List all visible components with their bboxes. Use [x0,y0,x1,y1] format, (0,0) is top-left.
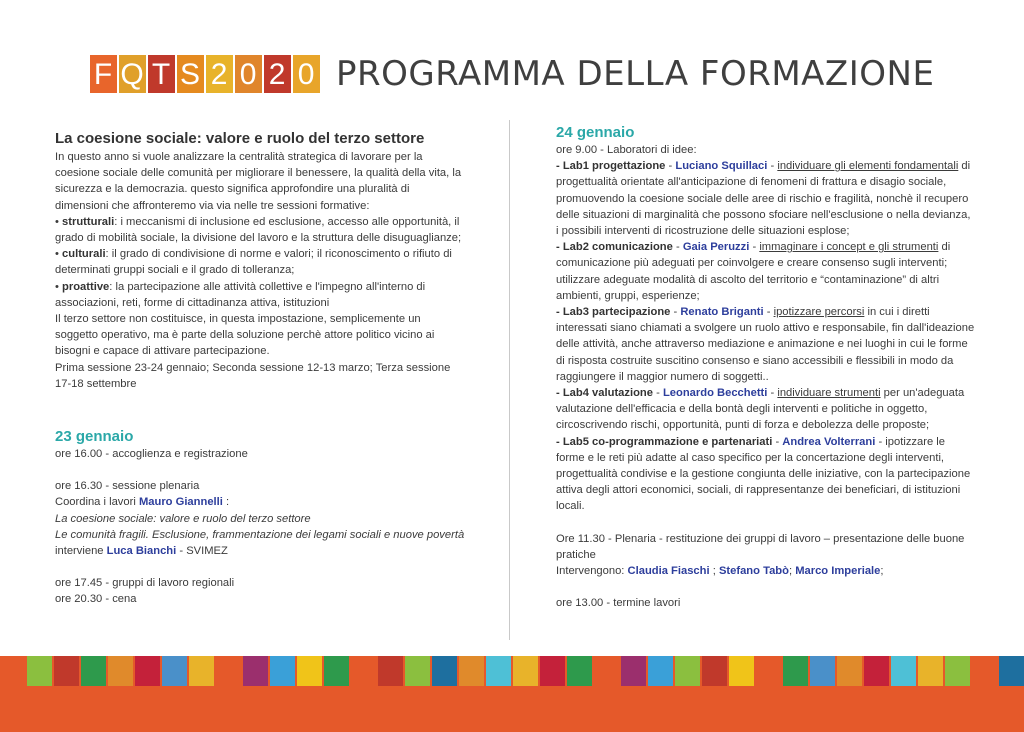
lab-description: ipotizzare le forme e le reti più adatte al caso specifico per la concertazione degli interventi, progettualità condivise e la gestione congiunta delle iniziative, con la partecipazione attiva degli attori economici, sociali, di rappresentanze dei beneficiari, di istituzioni locali. [556,435,971,513]
footer-tile [351,656,376,686]
footer-tile [324,656,349,686]
separator: - [665,160,676,173]
intro-text: In questo anno si vuole analizzare la centralità strategica di lavorare per la coesione sociale delle comunità per migliorare il benessere, la qualità della vita, la sicurezza e la democrazia. questo significa approfondire una pluralità di dimensioni che affronteremo via via nelle tre sessioni formative: [55,151,462,212]
bullet-term: proattive [62,280,110,293]
person-name: Claudia Fiaschi [627,565,710,578]
footer-tile [108,656,133,686]
speakers-line [556,563,976,579]
bullet-proattive: • proattive: la partecipazione alle attività collettive e l'impegno all'interno di associazioni, reti, forme di cittadinanza attiva, istituzioni [55,280,426,309]
footer-tile [999,656,1024,686]
footer-tile [27,656,52,686]
lab-description: di comunicazione più adeguati per coinvolgere e creare consenso sugli interventi; utilizzare adeguate modalità di ascolto del territorio e “contaminazione” di altri ambienti, gruppi, esperienze; [556,241,951,302]
right-column [556,124,976,611]
logo-letter: 2 [206,55,233,93]
outro-text: Il terzo settore non costituisce, in questa impostazione, semplicemente un soggetto operativo, ma è parte della soluzione perchè attore politico vicino ai bisogni e capace di attivare partecipazione. [55,313,435,358]
footer-tile [945,656,970,686]
separator: ; [709,565,719,578]
topic-text: La coesione sociale: valore e ruolo del terzo settore [55,512,311,525]
person-name: Luciano Squillaci [675,160,768,173]
person-name: Mauro Giannelli [138,496,223,509]
sessions-text: Prima sessione 23-24 gennaio; Seconda sessione 12-13 marzo; Terza sessione 17-18 settembre [55,361,451,390]
footer-tile [756,656,781,686]
bullet-strutturali: • strutturali: i meccanismi di inclusione ed esclusione, accesso alle opportunità, il grado di mobilità sociale, la divisione del lavoro e la struttura delle disuguaglianze; [55,215,462,245]
schedule-item: ore 9.00 - Laboratori di idee: [556,144,697,156]
bullet-culturali: • culturali: il grado di condivisione di norme e valori; il riconoscimento o rifiuto di determinati gruppi sociali e il grado di tolleranza; [55,248,452,277]
left-column [55,129,465,608]
person-name: Marco Imperiale [795,565,881,578]
footer-tile [0,656,25,686]
separator: - [670,306,681,319]
lab-label: - Lab4 valutazione [556,387,653,400]
lab-label: - Lab3 partecipazione [556,306,671,319]
footer-tile [270,656,295,686]
label: - SVIMEZ [176,545,228,558]
label: : [222,496,230,509]
lab-label: - Lab1 progettazione [556,160,666,173]
bullet-text: : la partecipazione alle attività collettive e l'impegno all'interno di associazioni, reti, forme di cittadinanza attiva, istituzioni [55,280,426,309]
schedule-item: ore 13.00 - termine lavori [556,597,681,610]
footer-tile [513,656,538,686]
lab-objective: individuare gli elementi fondamentali [777,160,959,173]
footer-tile [783,656,808,686]
footer-tile [459,656,484,686]
footer-tile [486,656,511,686]
footer-tile [864,656,889,686]
footer-tile [54,656,79,686]
lab-label: - Lab5 co-programmazione e partenariati [556,435,773,448]
footer-tile [540,656,565,686]
bullet-term: culturali [62,248,106,261]
label: interviene [55,545,107,558]
lab-item [556,239,976,304]
footer-tile [135,656,160,686]
lab-label: - Lab2 comunicazione [556,241,673,254]
footer-tile [81,656,106,686]
person-name: Andrea Volterrani [782,435,876,448]
header [0,54,1024,94]
footer-tile [648,656,673,686]
footer-tile [243,656,268,686]
footer-tile [162,656,187,686]
person-name: Leonardo Becchetti [662,387,768,400]
person-name: Renato Briganti [680,306,764,319]
session-topic [55,527,465,543]
bullet-term: strutturali [62,215,115,228]
separator: - [749,241,760,254]
separator: - [875,435,886,448]
bullet-text: : il grado di condivisione di norme e valori; il riconoscimento o rifiuto di determinati gruppi sociali e il grado di tolleranza; [55,248,452,277]
schedule-item: ore 20.30 - cena [55,593,137,606]
page-title: PROGRAMMA DELLA FORMAZIONE [336,54,935,94]
session-topic [55,511,465,527]
separator: - [763,306,774,319]
lab-objective: immaginare i concept e gli strumenti [759,241,939,254]
schedule-item: Ore 11.30 - Plenaria - restituzione dei gruppi di lavoro – presentazione delle buone pratiche [556,532,965,561]
person-name: Stefano Tabò [718,565,789,578]
schedule-item: ore 16.30 - sessione plenaria [55,480,200,493]
labs-list [556,158,976,514]
lab-description: di progettualità orientate all'anticipazione di fenomeni di frattura e disagio sociale, promuovendo la coesione sociale delle aree di rischio e fragilità, nonchè il recupero delle situazioni di marginalità che possono sfociare nell'esclusione o nella devianza, i possibili interventi di ricostruzione delle situazioni esplose; [556,160,971,238]
lab-description: per un'adeguata valutazione dell'efficacia e della bontà degli interventi e politiche in oggetto, circoscrivendo rischi, opportunità, punti di forza e debolezza delle proposte; [556,387,965,432]
lab-objective: individuare strumenti [777,387,881,400]
footer-tile [297,656,322,686]
lab-objective: ipotizzare percorsi [773,306,865,319]
footer-tile [378,656,403,686]
day-heading-24: 24 gennaio [556,124,635,141]
footer-tile [216,656,241,686]
footer-tile [432,656,457,686]
separator: ; [788,565,796,578]
fqts2020-logo [90,55,322,93]
footer-tile [837,656,862,686]
footer-tile [729,656,754,686]
logo-letter: Q [119,55,146,93]
separator: - [672,241,683,254]
separator: - [652,387,663,400]
coordinator-line [55,494,465,510]
logo-letter: 2 [264,55,291,93]
section-title: La coesione sociale: valore e ruolo del terzo settore [55,130,425,147]
person-name: Gaia Peruzzi [682,241,750,254]
schedule-item: ore 16.00 - accoglienza e registrazione [55,448,248,461]
logo-letter: F [90,55,117,93]
separator: - [767,387,778,400]
footer-tile [567,656,592,686]
person-name: Luca Bianchi [106,545,177,558]
separator: - [767,160,778,173]
lab-item [556,434,976,515]
schedule-item: ore 17.45 - gruppi di lavoro regionali [55,577,235,590]
lab-description: in cui i diretti interessati siano chiamati a svolgere un ruolo attivo e responsabile, fin dall'ideazione delle attività, anche attraverso mediazione e animazione e nei luoghi in cui le forme di risposta costruite suscitino consenso e siano accessibili e flessibili in modo da raggiungere il maggior numero di soggetti.. [556,306,975,383]
speaker-line [55,543,465,559]
logo-letter: 0 [235,55,262,93]
logo-letter: T [148,55,175,93]
label: Coordina i lavori [55,496,139,509]
footer-tile [702,656,727,686]
footer-tile [891,656,916,686]
bullet-text: : i meccanismi di inclusione ed esclusione, accesso alle opportunità, il grado di mobilità sociale, la divisione del lavoro e la struttura delle disuguaglianze; [55,215,462,245]
lab-item [556,158,976,239]
footer-tile [972,656,997,686]
day-heading-23: 23 gennaio [55,428,134,446]
footer-tiles [0,656,1024,686]
lab-item [556,385,976,434]
label: Intervengono: [556,565,628,578]
footer-tile [675,656,700,686]
footer-tile [405,656,430,686]
topic-text: Le comunità fragili. Esclusione, frammentazione dei legami sociali e nuove povertà [55,528,465,541]
footer-tile [918,656,943,686]
footer-tile [810,656,835,686]
separator: ; [880,565,884,578]
logo-letter: S [177,55,204,93]
footer-tile [189,656,214,686]
column-divider [509,120,510,640]
logo-letter: 0 [293,55,320,93]
footer-tile [594,656,619,686]
footer-tile [621,656,646,686]
separator: - [772,435,783,448]
lab-item [556,304,976,385]
